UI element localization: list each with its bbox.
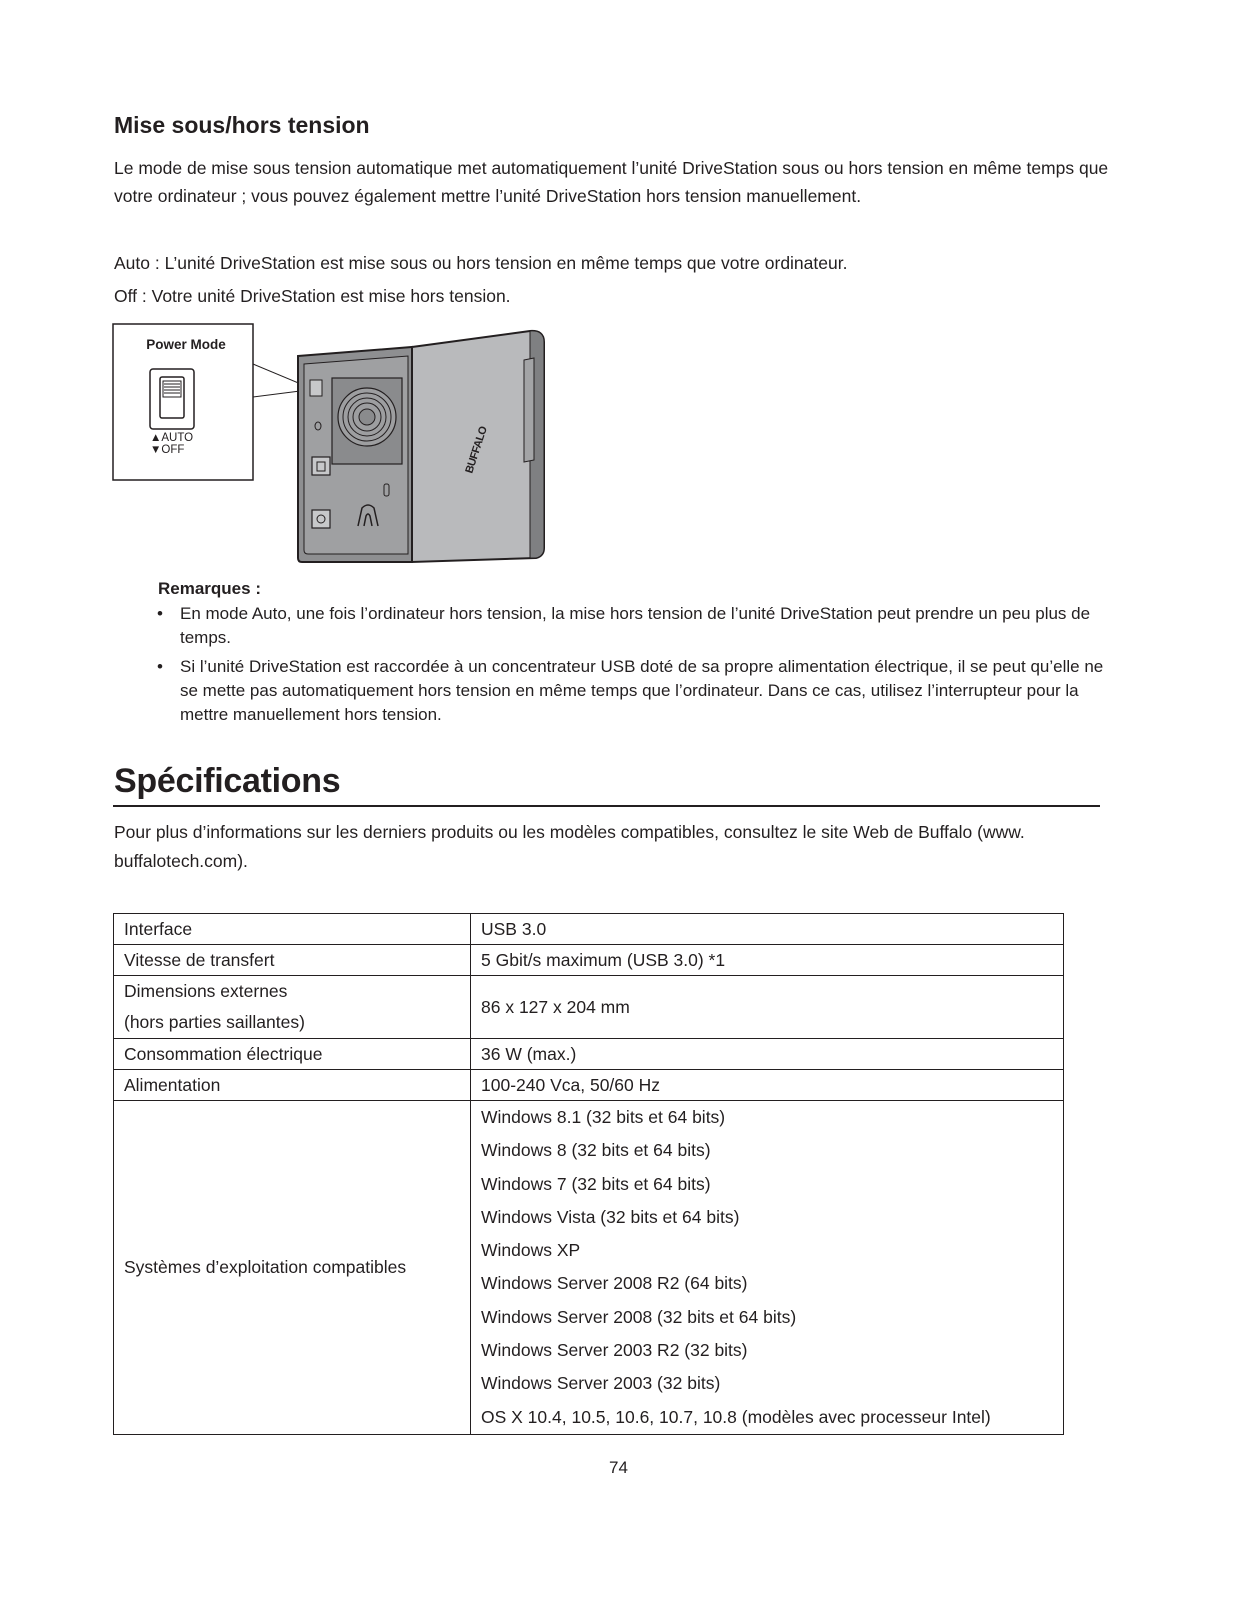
spec-label-line: Dimensions externes: [124, 981, 288, 1001]
list-item: • En mode Auto, une fois l’ordinateur hors tension, la mise hors tension de l’unité DriveStation peut prendre un peu plus de temps.: [157, 602, 1117, 650]
buffalo-logo: BUFFALO: [463, 425, 490, 475]
os-item: Windows Server 2003 (32 bits): [481, 1373, 721, 1394]
table-row: [114, 914, 1064, 945]
section-heading-power-mode: Mise sous/hors tension: [114, 112, 370, 138]
notes-list: [157, 602, 1117, 732]
spec-label-line: (hors parties saillantes): [124, 1012, 305, 1032]
table-row: [114, 945, 1064, 976]
power-mode-description: Le mode de mise sous tension automatique met automatiquement l’unité DriveStation sous ou hors tension en même temps que votre ordinateur ; vous pouvez également mettre l’unité DriveStation hors tension manuellement.: [114, 158, 1109, 206]
spec-label: [114, 976, 471, 1039]
switch-off-label: ▼OFF: [150, 444, 185, 456]
os-item: Windows XP: [481, 1240, 581, 1261]
spec-value: 86 x 127 x 204 mm: [471, 976, 1064, 1039]
power-switch-icon: [150, 369, 194, 429]
table-row: [114, 1039, 1064, 1070]
heading-divider: [113, 805, 1100, 807]
table-row: [114, 1070, 1064, 1101]
list-item: • Si l’unité DriveStation est raccordée à un concentrateur USB doté de sa propre alimentation électrique, il se peut qu’elle ne se mette pas automatiquement hors tension en même temps que l’ordinateur. Dans ce cas, utilisez l’interrupteur pour la mettre manuellement hors tension.: [157, 655, 1117, 727]
specifications-intro: Pour plus d’informations sur les derniers produits ou les modèles compatibles, consultez le site Web de Buffalo (www. buffalotech.com).: [114, 822, 1025, 871]
switch-auto-label: ▲AUTO: [150, 432, 194, 444]
auto-mode-line: Auto : L’unité DriveStation est mise sous ou hors tension en même temps que votre ordinateur.: [114, 253, 848, 273]
power-mode-callout-title: Power Mode: [146, 337, 226, 352]
os-item: OS X 10.4, 10.5, 10.6, 10.7, 10.8 (modèles avec processeur Intel): [481, 1406, 991, 1427]
specifications-heading: Spécifications: [114, 762, 341, 800]
off-mode-line: Off : Votre unité DriveStation est mise hors tension.: [114, 286, 511, 306]
os-item: Windows Server 2008 (32 bits et 64 bits): [481, 1306, 797, 1327]
page-number: 74: [609, 1458, 628, 1477]
table-row: [114, 1101, 1064, 1435]
spec-label: Vitesse de transfert: [114, 945, 471, 976]
os-item: Windows 7 (32 bits et 64 bits): [481, 1173, 711, 1194]
spec-label: Systèmes d’exploitation compatibles: [114, 1101, 471, 1435]
drivestation-device-icon: [298, 331, 544, 562]
table-row: [114, 976, 1064, 1039]
os-item: Windows Vista (32 bits et 64 bits): [481, 1206, 740, 1227]
spec-label: Alimentation: [114, 1070, 471, 1101]
spec-label: Interface: [114, 914, 471, 945]
spec-value: 5 Gbit/s maximum (USB 3.0) *1: [471, 945, 1064, 976]
notes-title: Remarques :: [158, 579, 261, 598]
spec-value: 36 W (max.): [471, 1039, 1064, 1070]
os-item: Windows Server 2008 R2 (64 bits): [481, 1273, 748, 1294]
os-item: Windows 8.1 (32 bits et 64 bits): [481, 1107, 726, 1127]
spec-value: USB 3.0: [471, 914, 1064, 945]
specifications-table: [113, 913, 1064, 1435]
os-values-cell: [471, 1101, 1064, 1435]
os-item: Windows Server 2003 R2 (32 bits): [481, 1340, 748, 1361]
drivestation-rear-illustration: [112, 322, 562, 577]
spec-label: Consommation électrique: [114, 1039, 471, 1070]
os-item: Windows 8 (32 bits et 64 bits): [481, 1140, 711, 1161]
spec-value: 100-240 Vca, 50/60 Hz: [471, 1070, 1064, 1101]
